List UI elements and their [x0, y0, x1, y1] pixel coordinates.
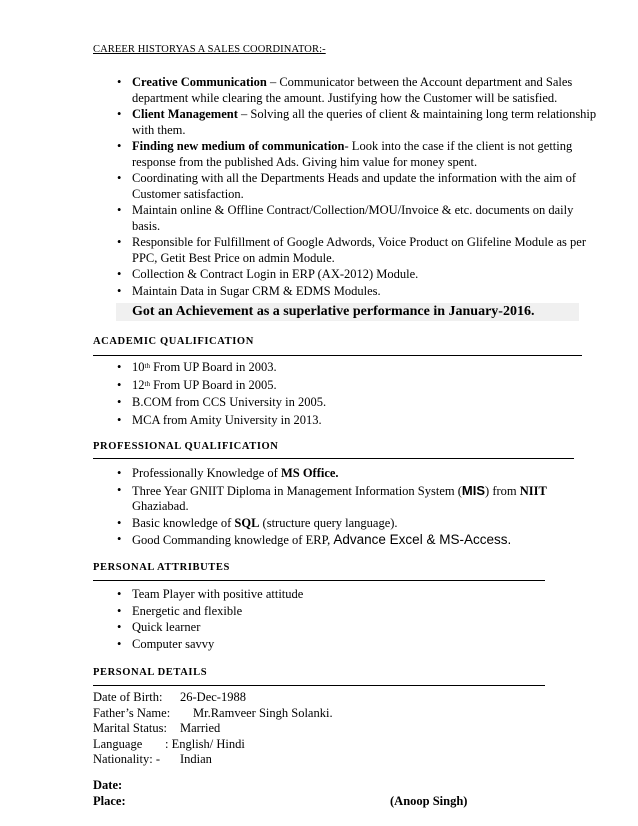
grade-number: 10 [132, 360, 145, 374]
list-item [117, 139, 597, 170]
academic-list [117, 360, 567, 430]
list-item [117, 171, 597, 202]
attributes-list [117, 587, 517, 653]
professional-title: PROFESSIONAL QUALIFICATION [93, 441, 279, 452]
list-item [117, 284, 597, 300]
field-value: Mr.Ramveer Singh Solanki. [193, 705, 333, 720]
list-item [117, 413, 567, 429]
bullet-icon: • [117, 587, 122, 601]
item-text: Responsible for Fulfillment of Google Adwords, Voice Product on Glifeline Module as per PPC, Getit Best Price on admin Module. [132, 235, 586, 265]
list-item [117, 395, 567, 411]
item-heading: Client Management [132, 107, 238, 121]
place-label: Place: [93, 794, 126, 808]
attributes-title: PERSONAL ATTRIBUTES [93, 562, 230, 573]
academic-title: ACADEMIC QUALIFICATION [93, 336, 254, 347]
list-item [117, 516, 587, 532]
list-item [117, 203, 597, 234]
bullet-icon: • [117, 395, 122, 409]
item-text: Coordinating with all the Departments Heads and update the information with the aim of Customer satisfaction. [132, 171, 576, 201]
bullet-icon: • [117, 171, 122, 185]
career-list [117, 75, 597, 300]
field-label: Father’s Name: [93, 705, 171, 720]
bullet-icon: • [117, 412, 122, 427]
nationality-row [93, 752, 333, 768]
list-item [117, 604, 517, 620]
bullet-icon: • [117, 603, 122, 618]
bullet-icon: • [117, 107, 122, 121]
item-text: Energetic and flexible [132, 603, 243, 618]
list-item [117, 620, 517, 636]
item-bold: SQL [234, 515, 260, 530]
personal-details [93, 690, 333, 768]
item-text: Basic knowledge of [132, 515, 235, 530]
item-text: Maintain online & Offline Contract/Collection/MOU/Invoice & etc. documents on daily basis. [132, 203, 574, 233]
professional-list [117, 466, 587, 550]
bullet-icon: • [117, 377, 122, 392]
item-text: - Look into the case if the client is not getting response from the published Ads. Giving him value for money spent. [132, 139, 573, 169]
father-row [93, 706, 333, 722]
bullet-icon: • [117, 532, 122, 546]
list-item [117, 235, 597, 266]
language-row [93, 737, 333, 753]
bullet-icon: • [117, 466, 122, 480]
section-divider [93, 355, 582, 356]
item-text: Ghaziabad. [132, 499, 189, 513]
ordinal-suffix: th [144, 362, 150, 370]
field-label: Date of Birth: [93, 690, 163, 704]
list-item [117, 587, 517, 603]
item-text: Computer savvy [132, 636, 215, 651]
field-value: 26-Dec-1988 [180, 690, 246, 704]
bullet-icon: • [117, 482, 122, 497]
list-item [117, 267, 597, 283]
list-item [117, 75, 597, 106]
bullet-icon: • [117, 267, 122, 281]
ordinal-suffix: th [144, 379, 150, 388]
field-value: Indian [180, 752, 212, 766]
bullet-icon: • [117, 235, 122, 249]
list-item [117, 483, 587, 515]
item-large: Advance Excel & MS-Access. [333, 532, 512, 547]
item-text: B.COM from CCS University in 2005. [132, 395, 327, 409]
list-item [117, 466, 587, 482]
section-divider [93, 458, 574, 459]
bullet-icon: • [117, 203, 122, 217]
bullet-icon: • [117, 75, 122, 89]
career-history-title: CAREER HISTORYAS A SALES COORDINATOR:- [93, 44, 326, 55]
list-item [117, 637, 517, 653]
section-divider [93, 580, 545, 581]
field-label: Language [93, 736, 143, 751]
item-text: Three Year GNIIT Diploma in Management Information System ( [132, 483, 462, 498]
section-divider [93, 685, 545, 686]
date-label: Date: [93, 778, 123, 792]
bullet-icon: • [117, 620, 122, 634]
field-value: Married [180, 721, 221, 735]
list-item [117, 378, 567, 394]
list-item [117, 532, 587, 549]
item-heading: Finding new medium of communication [132, 139, 345, 153]
bullet-icon: • [117, 360, 122, 374]
item-text: From UP Board in 2003. [149, 360, 277, 374]
bullet-icon: • [117, 283, 122, 298]
item-text: Collection & Contract Login in ERP (AX-2012) Module. [132, 267, 419, 281]
achievement-text: Got an Achievement as a superlative performance in January-2016. [132, 304, 535, 319]
item-text: Team Player with positive attitude [132, 587, 304, 601]
item-heading: Creative Communication [132, 75, 267, 89]
bullet-icon: • [117, 515, 122, 530]
grade-number: 12 [132, 377, 145, 392]
signature-name: (Anoop Singh) [390, 794, 468, 808]
list-item [117, 360, 567, 376]
item-text: – Solving all the queries of client & maintaining long term relationship with them. [132, 107, 597, 137]
item-text: From UP Board in 2005. [149, 377, 277, 392]
marital-row [93, 721, 333, 737]
item-text: Quick learner [132, 620, 201, 634]
item-text: ) from [485, 483, 520, 498]
item-text: Professionally Knowledge of [132, 466, 281, 480]
details-title: PERSONAL DETAILS [93, 667, 208, 678]
item-text: MCA from Amity University in 2013. [132, 412, 322, 427]
item-bold: NIIT [519, 483, 547, 498]
item-text: Maintain Data in Sugar CRM & EDMS Modules. [132, 283, 381, 298]
bullet-icon: • [117, 636, 122, 651]
field-label: Nationality: - [93, 752, 160, 766]
bullet-icon: • [117, 139, 122, 153]
item-bold: MS Office. [280, 466, 339, 480]
item-bold: MIS [461, 482, 486, 498]
item-text: (structure query language). [259, 515, 398, 530]
item-text: Good Commanding knowledge of ERP, [132, 533, 334, 547]
item-text: – Communicator between the Account department and Sales department while clearing the amount. Justifying how the Customer will be satisfied. [132, 75, 573, 105]
dob-row [93, 690, 333, 706]
field-value: : English/ Hindi [165, 736, 245, 751]
field-label: Marital Status: [93, 721, 167, 735]
list-item [117, 107, 597, 138]
